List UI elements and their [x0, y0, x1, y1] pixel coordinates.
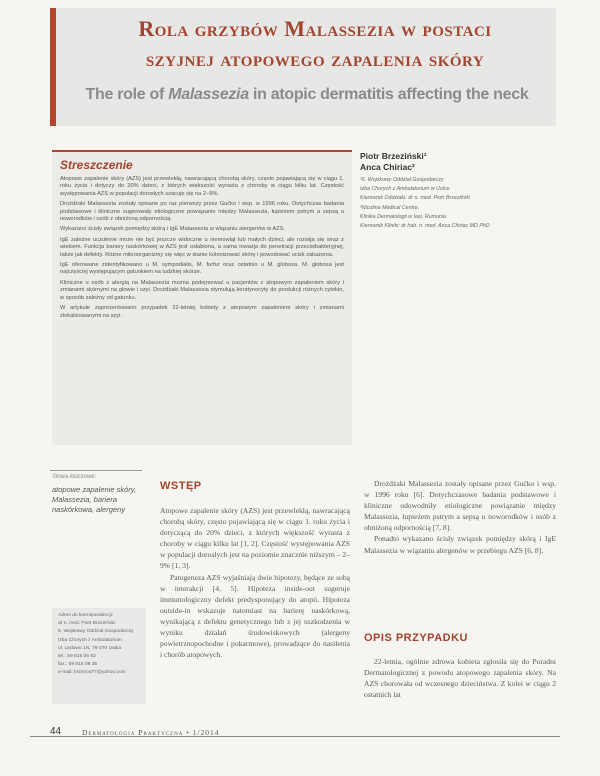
abstract-paragraph: Wykazano ścisły związek pomiędzy skórą i IgE Malassezia w wiązaniu alergenów w AZS.	[60, 226, 286, 233]
title-en-pre: The role of	[85, 86, 169, 103]
abstract-paragraph: IgE oferowane zidentyfikowano u M. sympodialis, M. furfur oraz ostatnio u M. globosa. M. globosa jest najczęściej występującym gatunkiem na ludzkiej skórze.	[60, 262, 344, 276]
abstract-heading: Streszczenie	[60, 158, 133, 172]
correspondence-line: e-mail: brzezoo77@yahoo.com	[58, 670, 126, 676]
correspondence-box	[52, 608, 146, 704]
affiliation-line: Izba Chorych z Ambulatorium w Ustce	[360, 186, 450, 193]
keywords-label: Słowa kluczowe:	[52, 474, 97, 480]
right-column-top	[364, 478, 556, 556]
abstract-paragraph: Atopowe zapalenie skóry (AZS) jest przewlekłą, nawracającą chorobą skóry, często pojawiającą się w ciągu 1. roku życia i dotyczy do 20% dzieci, z których większość wyrasta z choroby w ciągu kilku lat. Częstość występowania AZS w populacji dorosłych szacuje się na 2–9%.	[60, 176, 344, 197]
case-column	[364, 656, 556, 700]
correspondence-line: ul. Lędowo 1N, 76-270 Ustka	[58, 645, 122, 651]
title-pl-line1: Rola grzybów Malassezia w postaci	[138, 16, 492, 41]
intro-heading: WSTĘP	[160, 480, 202, 492]
correspondence-line: fax.: 59 815 08 35	[58, 662, 98, 668]
correspondence-line: 6. Wojskowy Oddział Gospodarczy	[58, 629, 134, 635]
page-number: 44	[50, 726, 62, 737]
affiliation-line: ²Nicolina Medical Centre,	[360, 204, 420, 211]
affiliation-line: ¹6. Wojskowy Oddział Gospodarczy	[360, 177, 444, 183]
intro-column	[160, 505, 350, 660]
abstract-paragraph: Kliniczne u osób z alergią na Malassezia można podejrzewać u pacjentów z atopowym zapaleniem skóry i zmianami skórnymi na głowie i szyi. Drożdżaki Malassezia stymulują keratynocyty do produkcji różnych cytokin, w sposób zależny od gatunku.	[60, 279, 344, 301]
keywords-divider	[50, 470, 142, 471]
title-en-italic: Malassezia	[168, 86, 249, 103]
affiliation-line: Klinika Dermatologii w Iași, Rumunia	[360, 213, 446, 220]
title-pl-line2: szyjnej atopowego zapalenia skóry	[145, 46, 485, 71]
author-name: Anca Chiriac²	[360, 162, 415, 172]
correspondence-line: Izba Chorych z Ambulatorium	[58, 637, 122, 643]
intro-paragraph: Atopowe zapalenie skóry (AZS) jest przewlekłą, nawracającą chorobą skóry, często pojawiającą się w ciągu 1. roku życia i dotyczącą do 20% dzieci, z których większość wyrasta z choroby w ciągu kilku lat [1, 2]. Częstość występowania AZS w populacji dorosłych jest na poziomie znacznie niższym – 2–9% [1, 3].	[160, 506, 350, 571]
article-title-pl	[90, 14, 540, 74]
correspondence-line: Adres do korespondencji:	[58, 613, 114, 618]
affiliation-line: Kierownik Kliniki: dr hab. n. med. Anca Chiriac MD PhD	[360, 223, 490, 230]
authors-block	[360, 151, 560, 231]
abstract-paragraph: IgE zależne uczulenie może nie być jeszcze widoczne u niemowląt lub małych dzieci, ale rozwija się wraz z wiekiem. Funkcja bariery naskórkowej w AZS jest osłabiona, a sama inwazja do penetracji przeciwbakteryjnej, także jak defekty. Różne mikroorganizmy się więc w stanie kolonizować skórę i powodować ucisk zakażenia.	[60, 236, 344, 258]
correspondence-line: tel.: 59 815 05 62	[58, 654, 96, 660]
abstract-paragraph: W artykule zaprezentowano przypadek 22-letniej kobiety z atopowym zapaleniem skóry i zmianami zlokalizowanymi na szyi.	[60, 305, 344, 319]
intro-paragraph: Patogeneza AZS wyjaśniają dwie hipotezy, będące ze sobą w interakcji [4, 5]. Hipoteza inside-out sugeruje immunologiczny defekt predysponujący do atopii. Hipoteza outside-in wskazuje natomiast na barierę naskórkową, wynikającą z defektu genetycznego lub z jej uszkodzenia w wyniku działań środowiskowych (alergeny powietrznopochodne i pokarmowe), prowadzące do nasilenia i chorób atopowych.	[160, 572, 350, 660]
body-paragraph: Drożdżaki Malassezia zostały opisane przez Gućko i wsp. w 1996 roku [6]. Dotychczasowe badania podstawowe i kliniczne udowodniły etiologiczne powiązanie między Malassezia, łupieżem pstrym a sepsą u noworodków i osób z obniżoną odpornością [7, 8].	[364, 479, 556, 533]
case-heading: OPIS PRZYPADKU	[364, 632, 468, 644]
abstract-paragraph: Drożdżaki Malassezia zostały opisane po raz pierwszy przez Gućko i wsp. w 1996 roku. Dotychczas badania podstawowe i kliniczne sugerowały etiologiczne powiązanie między Malassezia, łupieżem pstrym a sepsą u noworodków i osób z obniżoną odpornością.	[60, 201, 344, 223]
title-en-post: in atopic dermatitis affecting the neck	[248, 86, 529, 103]
affiliation-line: Kierownik Oddziału: dr n. med. Piotr Brzeziński	[360, 195, 471, 202]
article-title-en	[62, 86, 552, 104]
abstract-box	[52, 150, 352, 445]
case-paragraph: 22-letnia, ogólnie zdrowa kobieta zgłosiła się do Poradni Dermatologicznej z powodu atopowego zapalenia skóry. Na AZS chorowała od wczesnego dzieciństwa. Z kolei w ciągu 2 ostatnich lat	[364, 657, 556, 700]
journal-name: Dermatologia Praktyczna • 1/2014	[82, 728, 220, 737]
author-name: Piotr Brzeziński¹	[360, 151, 427, 161]
correspondence-line: dr n. med. Piotr Brzeziński	[58, 621, 116, 627]
keywords-text: atopowe zapalenie skóry, Malassezia, bariera naskórkowa, alergeny	[52, 485, 137, 514]
body-paragraph: Ponadto wykazano ścisły związek pomiędzy skórą i IgE Malassezia w wiązaniu alergenów w przebiegu AZS [6, 8].	[364, 534, 556, 555]
